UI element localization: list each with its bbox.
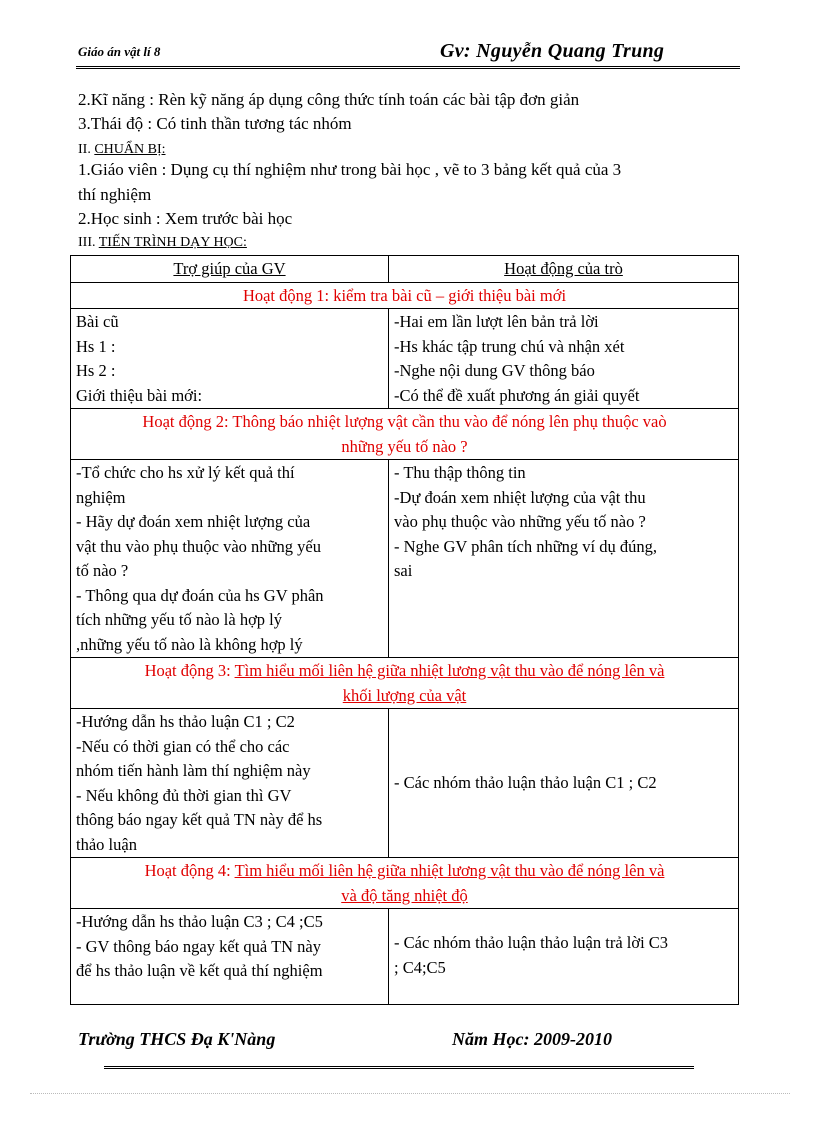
activity-1-student	[389, 309, 739, 409]
list-item: -Tổ chức cho hs xử lý kết quả thí	[76, 463, 295, 482]
activity-4-title-line-1	[76, 859, 733, 884]
activity-4-student	[389, 909, 739, 1005]
activity-4-title-row	[71, 858, 739, 909]
activity-4-title-line-2: và độ tăng nhiệt độ	[341, 885, 468, 905]
teacher-prep-line-2: thí nghiệm	[78, 185, 152, 204]
activity-1-title: Hoạt động 1: kiểm tra bài cũ – giới thiệu bài mới	[71, 282, 739, 309]
list-item: vật thu vào phụ thuộc vào những yếu	[76, 536, 321, 556]
page-bottom-dotted-line	[30, 1093, 790, 1094]
list-item: Bài cũ	[76, 312, 119, 331]
list-item: để hs thảo luận về kết quả thí nghiệm	[76, 961, 323, 980]
list-item: - Nghe GV phân tích những ví dụ đúng,	[394, 536, 657, 556]
list-item: -Hs khác tập trung chú và nhận xét	[394, 336, 625, 356]
section-process-number: III.	[78, 235, 99, 250]
section-preparation-number: II.	[78, 142, 95, 157]
list-item: - Thông qua dự đoán của hs GV phân	[76, 585, 324, 605]
list-item: - Các nhóm thảo luận thảo luận trả lời C3	[394, 933, 669, 952]
list-item: - GV thông báo ngay kết quả TN này	[76, 936, 322, 956]
activity-3-student: - Các nhóm thảo luận thảo luận C1 ; C2	[389, 709, 739, 858]
footer-school: Trường THCS Đạ K'Nàng	[78, 1029, 276, 1049]
activity-2-student	[389, 460, 739, 658]
list-item: sai	[394, 561, 413, 580]
list-item: -Có thể đề xuất phương án giải quyết	[394, 385, 640, 405]
activity-1-teacher	[71, 309, 389, 409]
list-item: nhóm tiến hành làm thí nghiệm này	[76, 761, 311, 780]
footer-school-year: Năm Học: 2009-2010	[452, 1029, 612, 1049]
list-item: Hs 1 :	[76, 336, 116, 356]
list-item: -Nếu có thời gian có thể cho các	[76, 736, 290, 756]
activity-2-title-line-1: Hoạt động 2: Thông báo nhiệt lượng vật cần thu vào để nóng lên phụ thuộc vaò	[142, 412, 667, 431]
activity-2-row	[71, 460, 739, 658]
activity-3-row	[71, 709, 739, 858]
list-item: tố nào ?	[76, 561, 129, 580]
activity-1-title-row	[71, 282, 739, 309]
list-item: ,những yếu tố nào là không hợp lý	[76, 634, 303, 654]
list-item: - Hãy dự đoán xem nhiệt lượng của	[76, 512, 311, 531]
activity-3-title	[71, 658, 739, 709]
list-item: -Nghe nội dung GV thông báo	[394, 361, 595, 380]
activity-2-title	[71, 409, 739, 460]
col-header-student: Hoạt động của trò	[389, 256, 739, 283]
list-item: -Hai em lần lượt lên bản trả lời	[394, 312, 599, 331]
activity-2-teacher	[71, 460, 389, 658]
activity-4-teacher	[71, 909, 389, 1005]
activity-3-label: Hoạt động 3:	[144, 661, 235, 680]
section-process	[78, 235, 247, 251]
list-item: - Nếu không đủ thời gian thì GV	[76, 785, 292, 805]
list-item: -Hướng dẫn hs thảo luận C1 ; C2	[76, 712, 295, 731]
section-preparation-title: CHUẨN BỊ:	[94, 142, 166, 157]
activity-3-heading: Tìm hiểu mối liên hệ giữa nhiệt lương vật thu vào để nóng lên và	[234, 661, 665, 680]
lesson-table	[70, 255, 739, 1005]
activity-4-title	[71, 858, 739, 909]
activity-3-title-line-2: khối lượng của vật	[342, 685, 467, 705]
list-item: ; C4;C5	[394, 957, 446, 977]
activity-3-teacher	[71, 709, 389, 858]
activity-4-heading: Tìm hiểu mối liên hệ giữa nhiệt lương vật thu vào để nóng lên và	[234, 861, 665, 880]
list-item: Hs 2 :	[76, 361, 116, 380]
skills-line: 2.Kĩ năng : Rèn kỹ năng áp dụng công thức tính toán các bài tập đơn giản	[78, 90, 580, 109]
student-prep-line: 2.Học sinh : Xem trước bài học	[78, 209, 293, 228]
section-process-title: TIẾN TRÌNH DẠY HỌC:	[98, 235, 247, 250]
activity-2-title-row	[71, 409, 739, 460]
list-item: tích những yếu tố nào là hợp lý	[76, 610, 283, 629]
footer-divider	[104, 1066, 694, 1071]
list-item: -Dự đoán xem nhiệt lượng của vật thu	[394, 487, 646, 507]
activity-1-row	[71, 309, 739, 409]
col-header-teacher: Trợ giúp của GV	[71, 256, 389, 283]
teacher-prep-line-1: 1.Giáo viên : Dụng cụ thí nghiệm như trong bài học , vẽ to 3 bảng kết quả của 3	[78, 160, 622, 179]
list-item: thảo luận	[76, 834, 137, 854]
header-divider	[76, 66, 740, 71]
list-item: vào phụ thuộc vào những yếu tố nào ?	[394, 512, 646, 531]
activity-4-row	[71, 909, 739, 1005]
activity-4-label: Hoạt động 4:	[144, 861, 235, 880]
list-item: -Hướng dẫn hs thảo luận C3 ; C4 ;C5	[76, 912, 323, 931]
list-item: nghiệm	[76, 487, 126, 507]
header-subject: Giáo án vật lí 8	[78, 44, 161, 59]
list-item: - Thu thập thông tin	[394, 463, 526, 482]
list-item: Giới thiệu bài mới:	[76, 385, 203, 405]
list-item: thông báo ngay kết quả TN này để hs	[76, 810, 323, 829]
activity-2-title-line-2: những yếu tố nào ?	[341, 436, 468, 456]
section-preparation	[78, 142, 166, 158]
header-teacher: Gv: Nguyễn Quang Trung	[440, 40, 665, 62]
attitude-line: 3.Thái độ : Có tinh thần tương tác nhóm	[78, 114, 352, 133]
table-header-row	[71, 256, 739, 283]
activity-3-title-line-1	[76, 659, 733, 684]
activity-3-title-row	[71, 658, 739, 709]
